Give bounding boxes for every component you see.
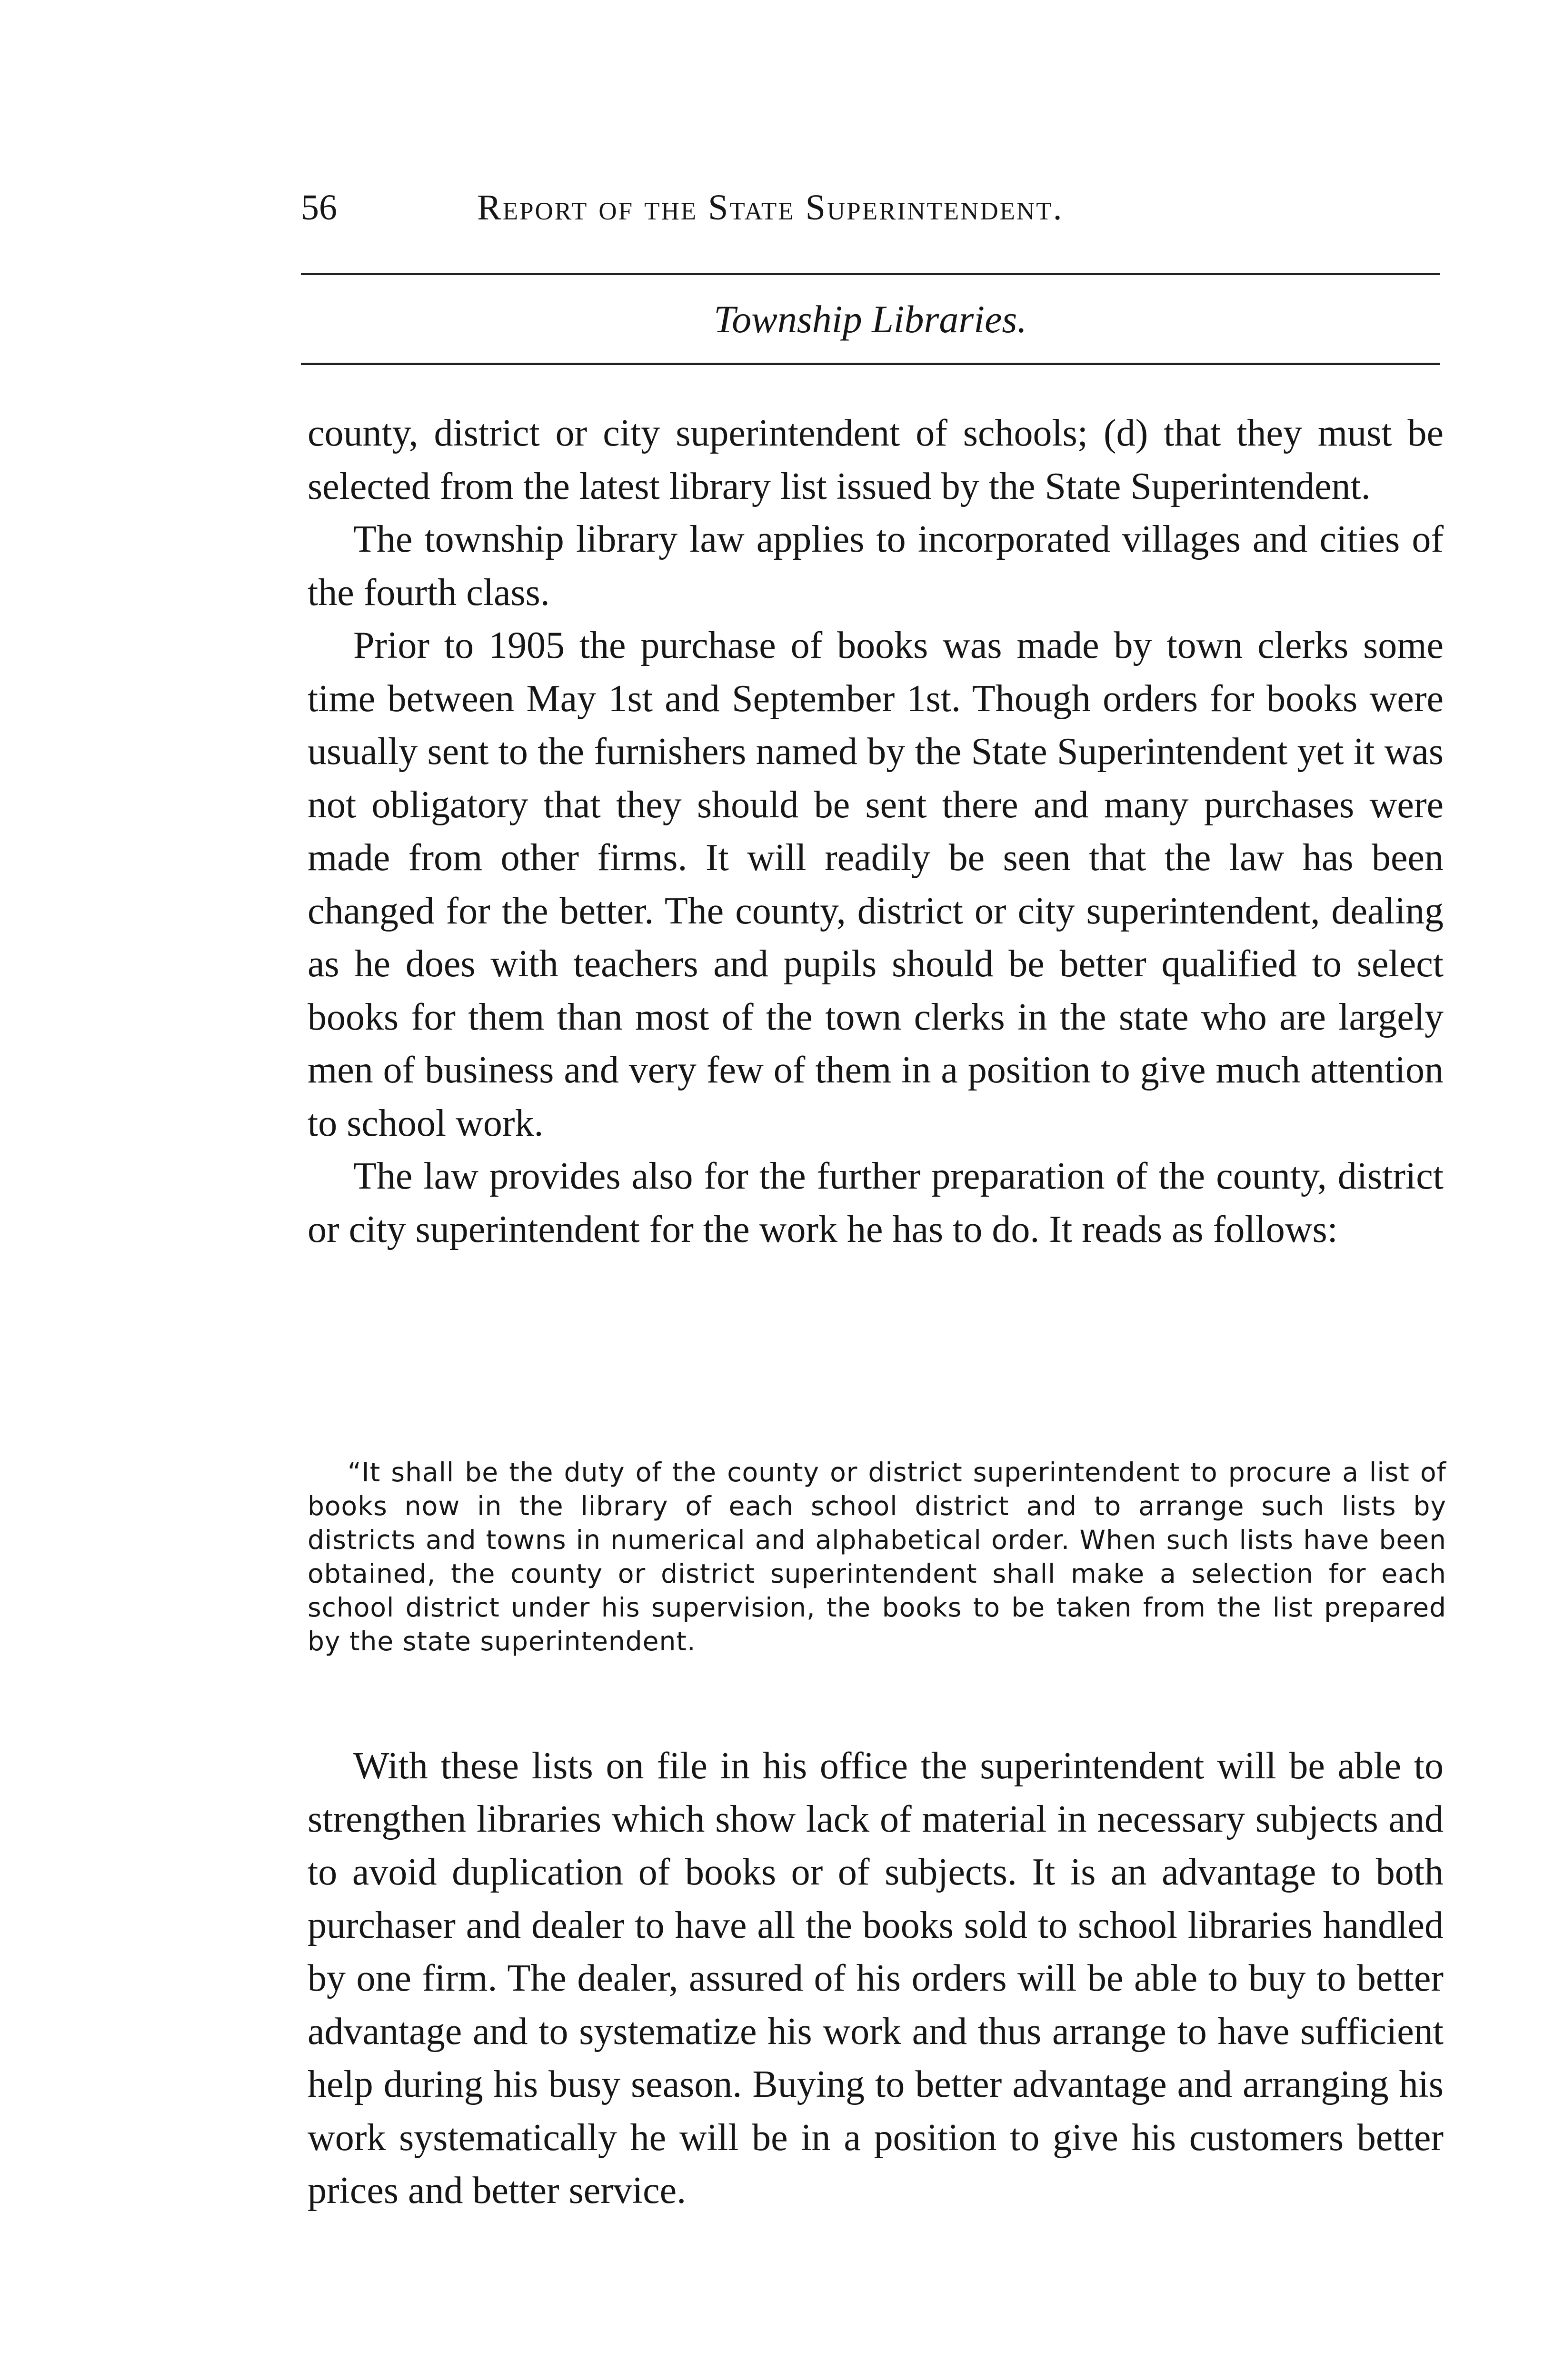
quote-text: “It shall be the duty of the county or district superintendent to procure a list of books now in the library of each school district and to arrange such lists by districts and towns in numerical and alphabetical order. When such lists have been obtained, the county or district superintendent shall make a selection for each school district under his supervision, the books to be taken from the list prepared by the state superintendent.	[308, 1457, 1446, 1656]
block-quote	[308, 1456, 1446, 1658]
section-title: Township Libraries.	[714, 298, 1027, 341]
paragraph: With these lists on file in his office the superintendent will be able to strengthen libraries which show lack of material in necessary subjects and to avoid duplication of books or of subjects. It is an advantage to both purchaser and dealer to have all the books sold to school libraries handled by one firm. The dealer, assured of his orders will be able to buy to better advantage and to systematize his work and thus arrange to have sufficient help during his busy season. Buying to better advantage and arranging his work systematically he will be in a position to give his customers better prices and better service.	[308, 1745, 1444, 2211]
paragraph: Prior to 1905 the purchase of books was made by town clerks some time between May 1st and September 1st. Though orders for books were usually sent to the furnishers named by the State Superintendent yet it was not obligatory that they should be sent there and many purchases were made from other firms. It will readily be seen that the law has been changed for the better. The county, district or city superintendent, dealing as he does with teachers and pupils should be better qualified to select books for them than most of the town clerks in the state who are largely men of business and very few of them in a position to give much attention to school work.	[308, 625, 1444, 1144]
header-rule-top	[301, 273, 1440, 275]
paragraph-continuation: county, district or city superintendent of schools; (d) that they must be selected from the latest library list issued by the State Superintendent.	[308, 412, 1444, 507]
paragraph: The law provides also for the further preparation of the county, district or city superintendent for the work he has to do. It reads as follows:	[308, 1155, 1444, 1250]
closing-text	[308, 1740, 1444, 2218]
running-head: Report of the State Superintendent.	[477, 188, 1064, 228]
page-header	[301, 179, 1440, 236]
page-number: 56	[301, 188, 337, 228]
header-rule-bottom	[301, 363, 1440, 365]
paragraph: The township library law applies to incorporated villages and cities of the fourth class.	[308, 518, 1444, 614]
body-text	[308, 407, 1444, 1256]
